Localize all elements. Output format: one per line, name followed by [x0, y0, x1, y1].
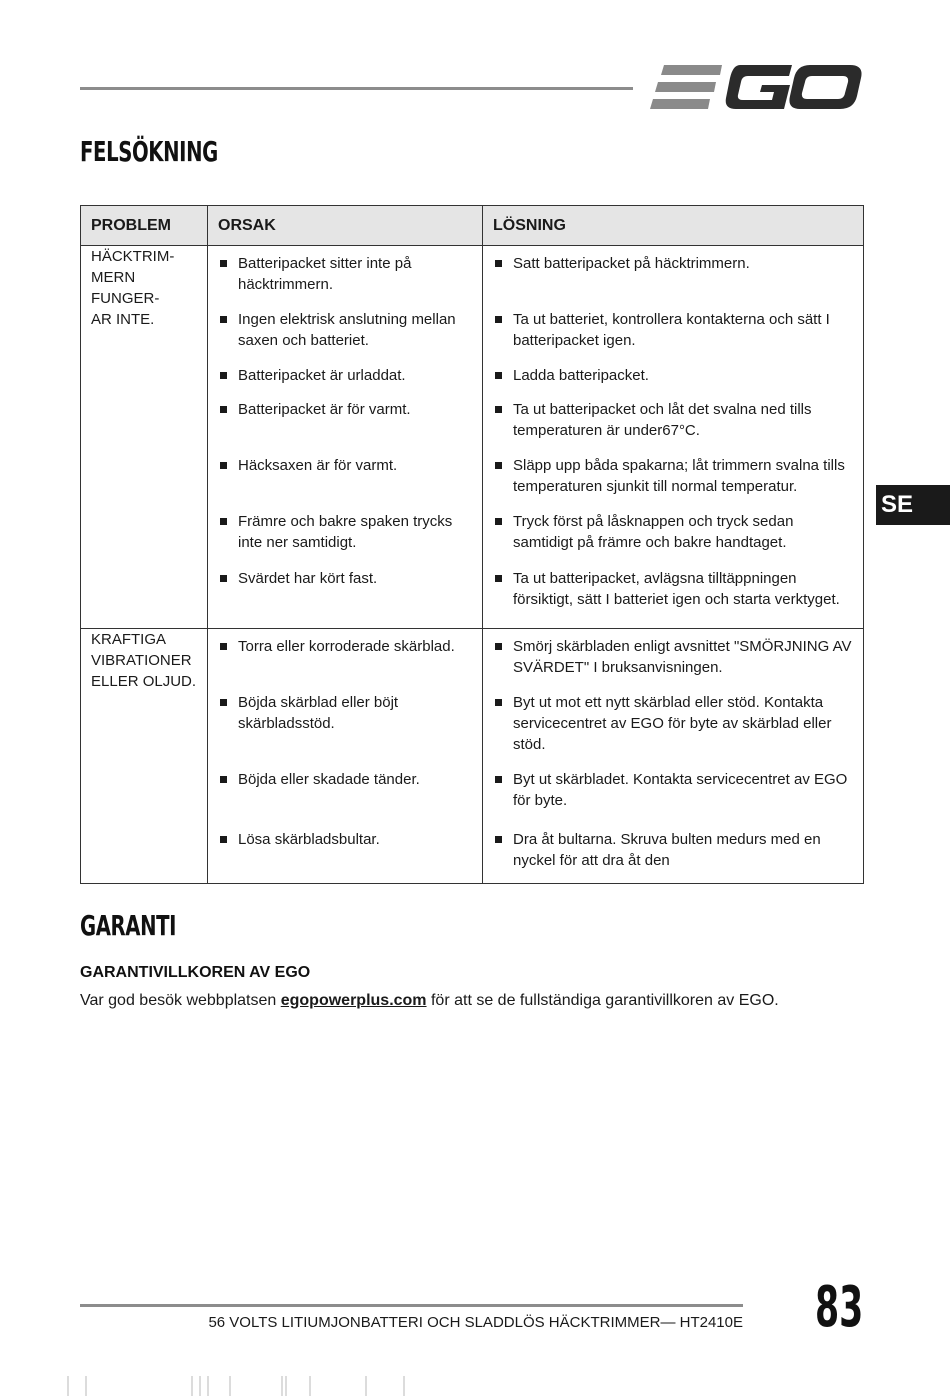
- warranty-title: GARANTI: [80, 909, 177, 942]
- warranty-link[interactable]: egopowerplus.com: [280, 992, 427, 1009]
- bullet-icon: [495, 836, 502, 843]
- header-problem: PROBLEM: [81, 206, 208, 246]
- problem-cell: HÄCKTRIM- MERN FUNGER- AR INTE.: [81, 246, 208, 629]
- footer-rule: [80, 1304, 743, 1307]
- cause-item: [208, 829, 482, 879]
- solution-cell: [483, 246, 864, 629]
- cause-text: Böjda eller skadade tänder.: [238, 771, 420, 788]
- page-number: 83: [815, 1275, 864, 1340]
- warranty-text-before: Var god besök webbplatsen: [80, 992, 281, 1009]
- solution-item: [483, 253, 863, 309]
- solution-text: Tryck först på låsknappen och tryck sedan samtidigt på främre och bakre handtaget.: [513, 513, 794, 551]
- bullet-icon: [220, 643, 227, 650]
- language-tab: SE: [876, 485, 950, 525]
- cause-text: Böjda skärblad eller böjt skärbladsstöd.: [238, 694, 399, 732]
- solution-text: Byt ut mot ett nytt skärblad eller stöd. Kontakta servicecentret av EGO för byte av skärblad eller stöd.: [513, 694, 832, 753]
- bullet-icon: [495, 643, 502, 650]
- bullet-icon: [495, 518, 502, 525]
- solution-text: Släpp upp båda spakarna; låt trimmern svalna tills temperaturen sjunkit till normal temperatur.: [513, 457, 845, 495]
- bullet-icon: [220, 518, 227, 525]
- bullet-icon: [495, 260, 502, 267]
- solution-item: [483, 455, 863, 511]
- header-cause: ORSAK: [208, 206, 483, 246]
- bullet-icon: [220, 406, 227, 413]
- bullet-icon: [220, 575, 227, 582]
- bullet-icon: [495, 372, 502, 379]
- solution-text: Dra åt bultarna. Skruva bulten medurs med en nyckel för att dra åt den: [513, 831, 821, 869]
- cause-text: Batteripacket sitter inte på häcktrimmern.: [238, 255, 412, 293]
- bullet-icon: [495, 316, 502, 323]
- solution-text: Ta ut batteripacket och låt det svalna ned tills temperaturen är under67°C.: [513, 401, 812, 439]
- bullet-icon: [220, 260, 227, 267]
- solution-cell: [483, 629, 864, 884]
- cause-item: [208, 769, 482, 829]
- solution-text: Ta ut batteriet, kontrollera kontakterna och sätt I batteripacket igen.: [513, 311, 830, 349]
- table-row: [81, 246, 864, 629]
- cause-item: [208, 399, 482, 455]
- solution-text: Satt batteripacket på häcktrimmern.: [513, 255, 750, 272]
- cause-text: Torra eller korroderade skärblad.: [238, 638, 455, 655]
- solution-item: [483, 829, 863, 879]
- solution-text: Ta ut batteripacket, avlägsna tilltäppningen försiktigt, sätt I batteriet igen och starta verktyget.: [513, 570, 840, 608]
- header-solution: LÖSNING: [483, 206, 864, 246]
- cause-text: Svärdet har kört fast.: [238, 570, 378, 587]
- cause-text: Häcksaxen är för varmt.: [238, 457, 398, 474]
- solution-item: [483, 692, 863, 769]
- table-body: [81, 246, 864, 884]
- cause-item: [208, 309, 482, 365]
- header-rule: [80, 87, 633, 90]
- cause-item: [208, 692, 482, 769]
- solution-text: Byt ut skärbladet. Kontakta servicecentret av EGO för byte.: [513, 771, 848, 809]
- bullet-icon: [495, 575, 502, 582]
- bullet-icon: [495, 462, 502, 469]
- cause-text: Ingen elektrisk anslutning mellan saxen och batteriet.: [238, 311, 456, 349]
- bullet-icon: [220, 699, 227, 706]
- troubleshooting-table: [80, 205, 864, 884]
- solution-item: [483, 568, 863, 624]
- solution-item: [483, 511, 863, 568]
- bullet-icon: [220, 836, 227, 843]
- bullet-icon: [220, 316, 227, 323]
- troubleshooting-title: FELSÖKNING: [80, 135, 218, 168]
- warranty-text-after: för att se de fullständiga garantivillkoren av EGO.: [426, 992, 779, 1009]
- bullet-icon: [495, 776, 502, 783]
- cause-text: Främre och bakre spaken trycks inte ner samtidigt.: [238, 513, 453, 551]
- ego-logo: [650, 62, 862, 114]
- cause-item: [208, 253, 482, 309]
- cause-item: [208, 455, 482, 511]
- solution-text: Ladda batteripacket.: [513, 367, 649, 384]
- cause-text: Batteripacket är urladdat.: [238, 367, 406, 384]
- cause-item: [208, 365, 482, 399]
- warranty-text: [80, 992, 779, 1010]
- table-header-row: [81, 206, 864, 246]
- bullet-icon: [220, 372, 227, 379]
- warranty-subtitle: GARANTIVILLKOREN AV EGO: [80, 964, 311, 981]
- bullet-icon: [220, 776, 227, 783]
- cause-cell: [208, 246, 483, 629]
- bullet-icon: [495, 406, 502, 413]
- cause-item: [208, 636, 482, 692]
- cause-item: [208, 568, 482, 624]
- problem-cell: KRAFTIGA VIBRATIONER ELLER OLJUD.: [81, 629, 208, 884]
- print-marks: [60, 1374, 460, 1398]
- footer-text: 56 VOLTS LITIUMJONBATTERI OCH SLADDLÖS HÄCKTRIMMER— HT2410E: [208, 1314, 743, 1331]
- bullet-icon: [220, 462, 227, 469]
- cause-text: Lösa skärbladsbultar.: [238, 831, 380, 848]
- solution-item: [483, 769, 863, 829]
- solution-item: [483, 365, 863, 399]
- cause-cell: [208, 629, 483, 884]
- solution-text: Smörj skärbladen enligt avsnittet "SMÖRJNING AV SVÄRDET" I bruksanvisningen.: [513, 638, 852, 676]
- solution-item: [483, 636, 863, 692]
- solution-item: [483, 309, 863, 365]
- table-row: [81, 629, 864, 884]
- solution-item: [483, 399, 863, 455]
- cause-text: Batteripacket är för varmt.: [238, 401, 411, 418]
- bullet-icon: [495, 699, 502, 706]
- cause-item: [208, 511, 482, 568]
